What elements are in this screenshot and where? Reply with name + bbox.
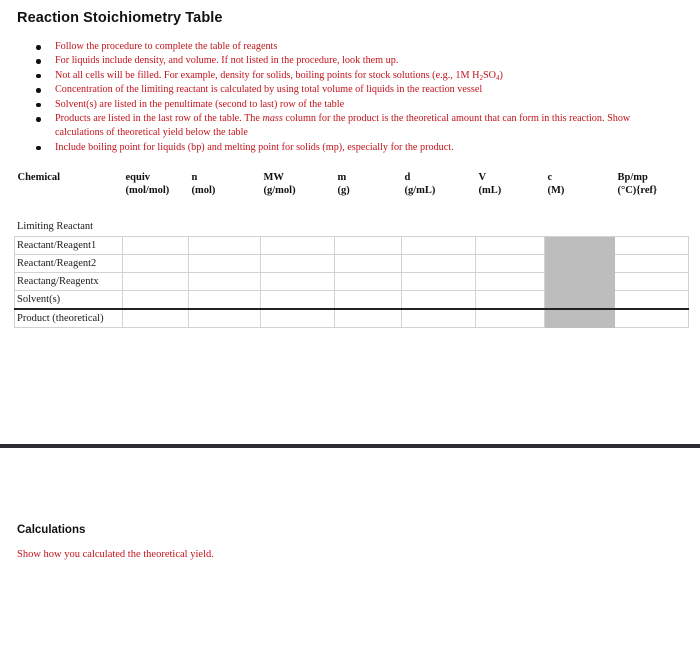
col-header-n: n (mol) [191,172,216,196]
table-cell[interactable] [402,273,476,291]
table-cell[interactable] [615,255,689,273]
col-header-bp-mp: Bp/mp (°C){ref} [617,172,658,196]
table-cell[interactable] [123,291,189,310]
instruction-item: For liquids include density, and volume. If not listed in the procedure, look them up. [36,54,676,68]
table-cell[interactable] [123,216,189,237]
table-cell[interactable] [615,237,689,255]
table-cell[interactable] [335,237,402,255]
table-cell[interactable] [189,273,261,291]
col-header-d: d (g/mL) [404,172,436,196]
table-cell[interactable] [189,237,261,255]
instruction-item [36,112,676,141]
shaded-cell [545,309,615,328]
table-cell[interactable] [476,237,545,255]
table-cell[interactable] [476,255,545,273]
table-cell[interactable] [261,309,335,328]
table-cell[interactable] [402,216,476,237]
table-cell[interactable] [123,309,189,328]
calculations-prompt: Show how you calculated the theoretical yield. [17,549,214,560]
table-cell[interactable] [261,291,335,310]
col-header-mw: MW (g/mol) [263,172,296,196]
table-cell[interactable] [189,309,261,328]
col-header-chemical: Chemical [17,172,61,183]
shaded-cell [545,273,615,291]
subscript: 4 [495,73,500,82]
instruction-item [36,69,676,83]
table-row [15,255,689,273]
instruction-text: column for the product is the theoretical amount that can form in this reaction. Show calculations of theoretical yield below the table [55,113,631,139]
table-cell[interactable] [261,216,335,237]
instruction-text: Not all cells will be filled. For example, density for solids, boiling points for stock solutions (e.g., 1M H [55,69,480,81]
table-cell[interactable] [615,291,689,310]
instruction-item: Solvent(s) are listed in the penultimate (second to last) row of the table [36,98,676,112]
table-cell[interactable] [189,216,261,237]
instruction-item: Follow the procedure to complete the table of reagents [36,40,676,54]
row-label: Solvent(s) [15,291,123,310]
table-row [15,273,689,291]
table-cell[interactable] [335,309,402,328]
instruction-emphasis: mass [262,113,283,125]
table-cell[interactable] [402,291,476,310]
col-header-c: c (M) [547,172,565,196]
table-cell[interactable] [335,291,402,310]
calculations-heading: Calculations [17,524,86,536]
row-label: Product (theoretical) [15,309,123,328]
instruction-item: Concentration of the limiting reactant is calculated by using total volume of liquids in the reaction vessel [36,83,676,97]
table-row [15,309,689,328]
table-cell[interactable] [123,237,189,255]
table-cell[interactable] [261,273,335,291]
stoichiometry-table [14,169,689,328]
table-header-row [15,169,689,216]
table-cell[interactable] [545,216,615,237]
row-label: Reactant/Reagent1 [15,237,123,255]
section-divider [0,444,700,448]
table-row [15,291,689,310]
instructions-list [36,40,676,155]
table-cell[interactable] [123,273,189,291]
col-header-v: V (mL) [478,172,502,196]
table-cell[interactable] [615,273,689,291]
table-cell[interactable] [335,216,402,237]
col-header-equiv: equiv (mol/mol) [125,172,170,196]
table-cell[interactable] [402,237,476,255]
col-header-m: m (g) [337,172,350,196]
table-cell[interactable] [402,255,476,273]
table-cell[interactable] [615,309,689,328]
page-title: Reaction Stoichiometry Table [17,10,223,26]
instruction-text: ) [499,69,503,81]
instruction-text: SO [482,69,496,81]
table-row [15,237,689,255]
shaded-cell [545,291,615,310]
table-cell[interactable] [123,255,189,273]
table-row [15,216,689,237]
table-cell[interactable] [189,255,261,273]
instruction-text: Products are listed in the last row of the table. The [55,113,263,125]
table-cell[interactable] [476,216,545,237]
table-cell[interactable] [476,309,545,328]
table-cell[interactable] [615,216,689,237]
table-cell[interactable] [402,309,476,328]
row-label: Reactang/Reagentx [15,273,123,291]
table-cell[interactable] [335,273,402,291]
row-label: Reactant/Reagent2 [15,255,123,273]
shaded-cell [545,255,615,273]
row-label: Limiting Reactant [15,216,123,237]
subscript: 2 [479,73,483,82]
instruction-item: Include boiling point for liquids (bp) and melting point for solids (mp), especially for the product. [36,141,676,155]
table-cell[interactable] [261,255,335,273]
table-cell[interactable] [189,291,261,310]
shaded-cell [545,237,615,255]
table-cell[interactable] [261,237,335,255]
table-cell[interactable] [476,291,545,310]
table-cell[interactable] [476,273,545,291]
table-cell[interactable] [335,255,402,273]
